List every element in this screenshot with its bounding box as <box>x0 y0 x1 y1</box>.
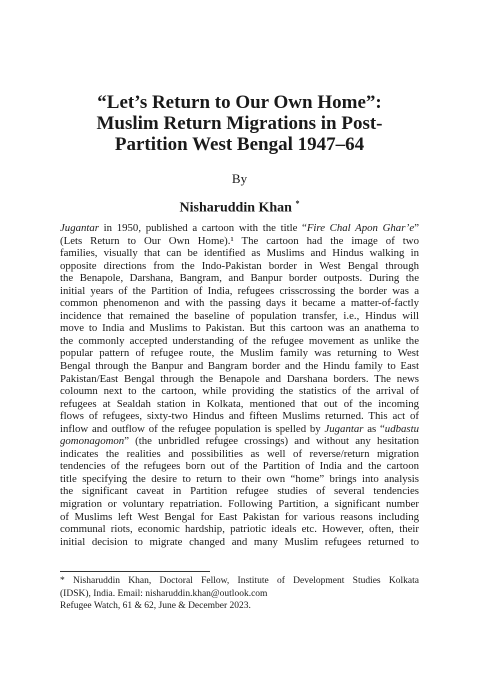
author-footnote-mark[interactable]: * <box>295 199 300 208</box>
footnote-line-3: Refugee Watch, 61 & 62, June & December 2023. <box>60 601 251 611</box>
body-line: title specifying the desire to return to their own “home” brings into analysis <box>60 472 419 485</box>
body-line: indicates the realities and possibilities as well of reverse/return migration <box>60 447 419 460</box>
title-line-1: “Let’s Return to Our Own Home”: <box>97 92 382 113</box>
body-line: Bengal through the Banpur and Bangram border and the Hindu family to East <box>60 360 419 373</box>
body-line: Pakistan/East Bengal through the Benapole and Darshana borders. The news <box>60 372 419 385</box>
body-line: incidence that remained the baseline of population transfer, i.e., Hindus will <box>60 309 419 322</box>
footnote <box>60 575 419 613</box>
footnote-divider <box>60 571 210 572</box>
title-line-3: Partition West Bengal 1947–64 <box>114 134 365 155</box>
body-line: common phenomenon and with the passing days it became a matter-of-factly <box>60 297 419 310</box>
body-text <box>60 222 419 548</box>
byline: By <box>231 171 248 186</box>
body-line: move to India and Muslims to Pakistan. But this cartoon was an anathema to <box>60 322 419 335</box>
body-line: inflow and outflow of the refugee population is spelled by Jugantar as “udbastu <box>60 422 419 435</box>
body-line: the Benapole, Darshana, Bangram, and Banpur border outposts. During the <box>60 272 419 285</box>
body-line: tendencies of the refugees born out of the Partition of India and the cartoon <box>60 460 419 473</box>
title-line-2: Muslim Return Migrations in Post- <box>96 113 383 134</box>
body-line: the significant caveat in Partition refugee studies of several tendencies <box>60 485 419 498</box>
author-name <box>0 199 479 217</box>
body-line: popular pattern of refugee route, the Muslim family was returning to West <box>60 347 419 360</box>
footnote-line-2: (IDSK), India. Email: nisharuddin.khan@outlook.com <box>60 588 268 599</box>
body-line: flows of refugees, sixty-two Hindus and fifteen Muslims returned. This act of <box>60 410 419 423</box>
body-line: communal riots, economic hardship, patriotic ideals etc. However, often, their <box>60 523 419 536</box>
body-line: opposite directions from the Indo-Pakistan border in West Bengal through <box>60 259 419 272</box>
body-line: refugees at Sealdah station in Kolkata, mentioned that out of the incoming <box>60 397 419 410</box>
body-line: coloumn next to the cartoon, while providing the statistics of the arrival of <box>60 385 419 398</box>
footnote-line-1: * Nisharuddin Khan, Doctoral Fellow, Institute of Development Studies Kolkata <box>60 576 419 586</box>
body-line: the commonly accepted understanding of the refugee movement as unlike the <box>60 334 419 347</box>
body-line: (Lets Return to Our Own Home).¹ The cartoon had the image of two <box>60 234 419 247</box>
body-line: migration or voluntary repatriation. Following Partition, a significant number <box>60 498 419 511</box>
body-line: families, visually that can be identified as Muslims and Hindus walking in <box>60 247 419 260</box>
author-name-text: Nisharuddin Khan <box>179 200 292 216</box>
body-line: initial years of the Partition of India, refugees crisscrossing the border was a <box>60 284 419 297</box>
body-line: Jugantar in 1950, published a cartoon with the title “Fire Chal Apon Ghar’e” <box>60 222 419 234</box>
paper-title <box>60 92 419 155</box>
body-line: initial decision to migrate changed and many Muslim refugees returned to <box>60 535 419 548</box>
body-line: gomonagomon” (the unbridled refugee crossings) and without any hesitation <box>60 435 419 448</box>
body-line: of Muslims left West Bengal for East Pakistan for various reasons including <box>60 510 419 523</box>
